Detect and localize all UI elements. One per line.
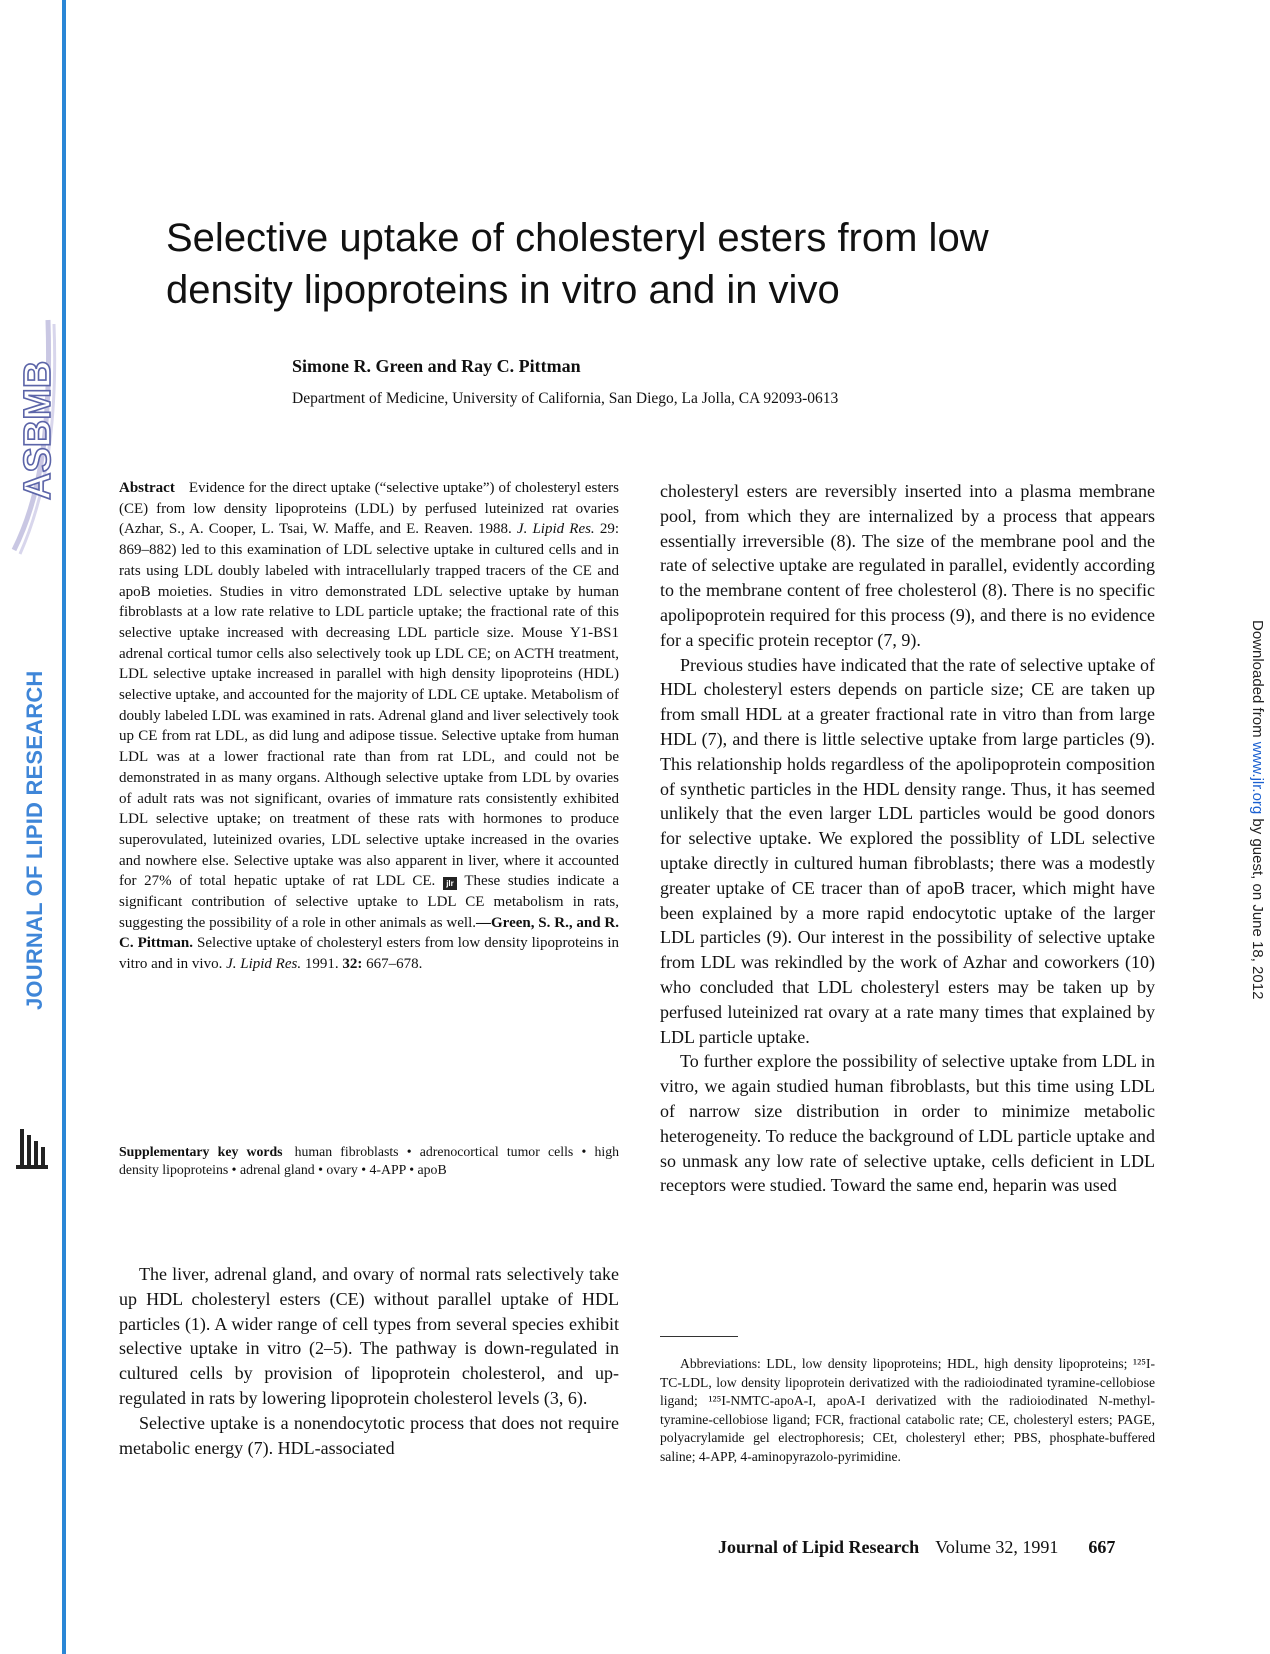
paragraph: To further explore the possibility of selective uptake from LDL in vitro, we again studied human fibroblasts, but this time using LDL of narrow size distribution in order to minimize metabolic heterogeneity. To reduce the background of LDL particle uptake and so unmask any low rate of selective uptake, cells deficient in LDL receptors were studied. Toward the same end, heparin was used (660, 1051, 1155, 1196)
paragraph: Previous studies have indicated that the rate of selective uptake of HDL cholesteryl esters depends on particle size; CE are taken up from small HDL at a greater fractional rate in vitro than from large HDL (7), and there is little selective uptake from large particles (9). This relationship holds regardless of the apolipoprotein composition of synthetic particles in the HDL density range. Thus, it has seemed unlikely that the even larger LDL particles would be good donors for selective uptake. We explored the possiblity of LDL selective uptake directly in cultured human fibroblasts; there was a modestly greater uptake of CE tracer than of apoB tracer, which might have been explained by a more rapid endocytotic uptake of the larger LDL particles (9). Our interest in the possibility of selective uptake from LDL was rekindled by the work of Azhar and coworkers (10) who concluded that LDL cholesteryl esters may be taken up by perfused luteinized rat ovary at a rate many times that explained by LDL particle uptake. (660, 654, 1155, 1047)
download-notice: Downloaded from www.jlr.org by guest, on June 18, 2012 (1249, 620, 1266, 1000)
asbmb-text: ASBMB (17, 360, 59, 500)
paragraph: cholesteryl esters are reversibly inserted into a plasma membrane pool, from which they are internalized by a process that appears essentially irreversible (8). The size of the membrane pool and the rate of selective uptake are regulated in parallel, evidently according to the membrane content of free cholesterol (8). There is no specific apolipoprotein required for this process (9), and there is no evidence for a specific protein receptor (7, 9). (660, 481, 1155, 650)
footer-volume: Volume 32, 1991 (935, 1537, 1059, 1557)
footer-journal: Journal of Lipid Research (718, 1537, 920, 1557)
article-affiliation: Department of Medicine, University of California, San Diego, La Jolla, CA 92093-0613 (292, 390, 839, 407)
left-margin-bar (62, 0, 66, 1654)
article-title: Selective uptake of cholesteryl esters from low density lipoproteins in vitro and in vivo (166, 216, 989, 312)
abstract-label: Abstract (119, 480, 175, 496)
jlr-logo (14, 1125, 50, 1171)
article-authors: Simone R. Green and Ray C. Pittman (292, 356, 581, 376)
abbreviations-footnote: Abbreviations: LDL, low density lipoproteins; HDL, high density lipoproteins; ¹²⁵I-TC-LDL, low density lipoprotein derivatized with the radioiodinated tyramine-cellobiose ligand; ¹²⁵I-NMTC-apoA-I, apoA-I derivatized with the radioiodinated N-methyl-tyramine-cellobiose ligand; FCR, fractional catabolic rate; CE, cholesteryl esters; PAGE, polyacrylamide gel electrophoresis; CEt, cholesteryl ether; PBS, phosphate-buffered saline; 4-APP, 4-aminopyrazolo-pyrimidine. (660, 1356, 1155, 1464)
page-number: 667 (1088, 1537, 1116, 1557)
intro-left-column (119, 1262, 619, 1460)
jlr-mini-icon: jlr (443, 877, 457, 890)
asbmb-logo (4, 310, 60, 560)
keywords-label: Supplementary key words (119, 1144, 283, 1159)
page-footer (718, 1537, 1115, 1558)
paragraph: The liver, adrenal gland, and ovary of normal rats selectively take up HDL cholesteryl esters (CE) without parallel uptake of HDL particles (1). A wider range of cell types from several species exhibit selective uptake in vitro (2–5). The pathway is down-regulated in cultured cells by provision of lipoprotein cholesterol, and up-regulated in rats by lowering lipoprotein cholesterol levels (3, 6). (119, 1264, 619, 1408)
journal-vertical-title: JOURNAL OF LIPID RESEARCH (22, 670, 47, 1010)
paragraph: Selective uptake is a nonendocytotic process that does not require metabolic energy (7). HDL-associated (119, 1412, 619, 1458)
jlr-link[interactable]: www.jlr.org (1249, 741, 1266, 815)
right-column-body (660, 479, 1155, 1198)
abstract: Abstract Evidence for the direct uptake (“selective uptake”) of cholesteryl esters (CE) from low density lipoproteins (LDL) by perfused luteinized rat ovaries (Azhar, S., A. Cooper, L. Tsai, W. Maffe, and E. Reaven. 1988. J. Lipid Res. 29: 869–882) led to this examination of LDL selective uptake in cultured cells and in rats using LDL doubly labeled with intracellularly trapped tracers of the CE and apoB moieties. Studies in vitro demonstrated LDL selective uptake by human fibroblasts at a low rate relative to LDL particle uptake; the fractional rate of this selective uptake increased with decreasing LDL particle size. Mouse Y1-BS1 adrenal cortical tumor cells also selectively took up LDL CE; on ACTH treatment, LDL selective uptake increased in parallel with high density lipoproteins (HDL) selective uptake, and accounted for the majority of LDL CE uptake. Metabolism of doubly labeled LDL was examined in rats. Adrenal gland and liver selectively took up CE from rat LDL, as did lung and adipose tissue. Selective uptake from human LDL was at a lower fractional rate than from rat LDL, and could not be demonstrated in as many organs. Although selective uptake from LDL by ovaries of adult rats was not significant, ovaries of immature rats consistently exhibited LDL selective uptake; on treatment of these rats with hormones to produce superovulated, luteinized ovaries, LDL selective uptake increased in the ovaries and nowhere else. Selective uptake was also apparent in liver, where it accounted for 27% of total hepatic uptake of rat LDL CE. jlr These studies indicate a significant contribution of selective uptake to LDL CE metabolism in rats, suggesting the possibility of a role in other animals as well.—Green, S. R., and R. C. Pittman. Selective uptake of cholesteryl esters from low density lipoproteins in vitro and in vivo. J. Lipid Res. 1991. 32: 667–678. (119, 480, 619, 973)
footnote-divider (660, 1336, 738, 1337)
supplementary-keywords: Supplementary key words human fibroblasts • adrenocortical tumor cells • high density lipoproteins • adrenal gland • ovary • 4-APP • apoB (119, 1144, 619, 1177)
